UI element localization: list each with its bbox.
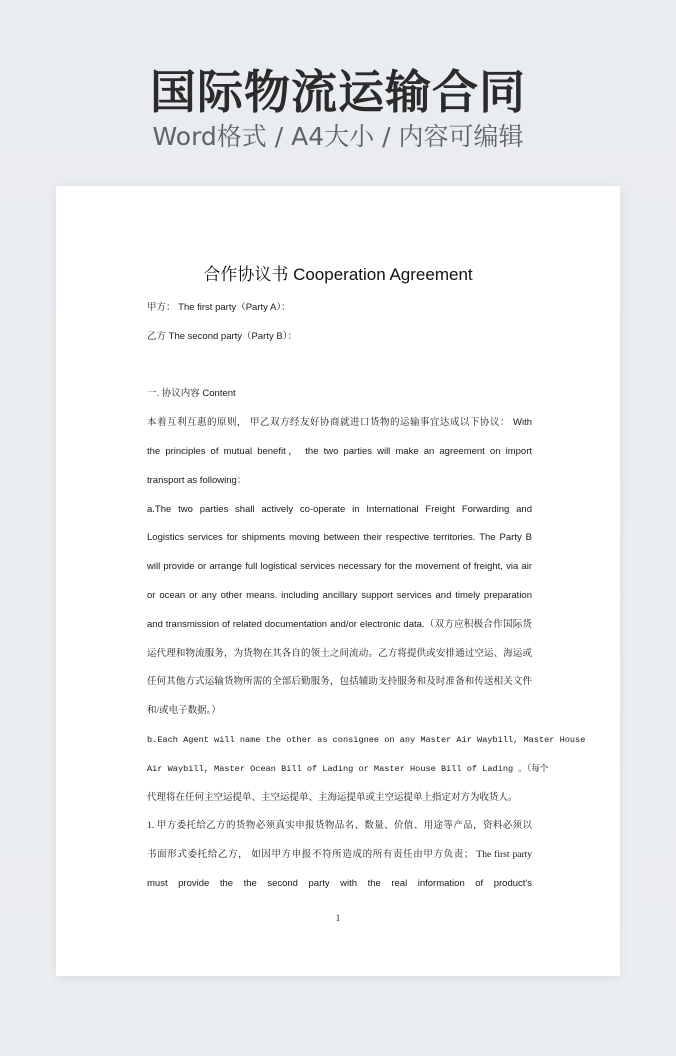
clause-b-line: 代理将在任何主空运提单、主空运提单、主海运提单或主空运提单上指定对方为收货人。 <box>147 792 518 803</box>
intro-line: transport as following： <box>147 474 247 486</box>
clause-a-line: or ocean or any other means. including ancillary support services and timely preparation <box>147 589 532 601</box>
clause-a-line: 运代理和物流服务，为货物在其各自的领土之间流动。乙方将提供或安排通过空运、海运或 <box>147 648 532 659</box>
party-a-line: 甲方： The first party（Party A）： <box>147 302 291 313</box>
blank-line <box>147 352 532 381</box>
clause-b-line: b.Each Agent will name the other as consignee on any Master Air Waybill, Master House <box>147 734 586 745</box>
document-title: 合作协议书 Cooperation Agreement <box>203 265 473 284</box>
clause-1-line: must provide the the second party with the real information of product's <box>147 877 532 889</box>
clause-a-line: 和/或电子数据。） <box>147 706 221 717</box>
clause-a-line: and transmission of related documentation and/or electronic data.（双方应积极合作国际货 <box>147 618 532 630</box>
document-page <box>56 186 620 976</box>
clause-a-line: will provide or arrange full logistical services necessary for the movement of freight, via air <box>147 561 532 573</box>
clause-1-line: 1. 甲方委托给乙方的货物必须真实申报货物品名、数量、价值、用途等产品，资料必须以 <box>147 821 532 832</box>
clause-a-line: 任何其他方式运输货物所需的全部后勤服务，包括辅助支持服务和及时准备和传送相关文件 <box>147 677 532 688</box>
page-number: 1 <box>335 913 341 923</box>
intro-line: 本着互利互惠的原则， 甲乙双方经友好协商就进口货物的运输事宜达成以下协议： With <box>147 417 532 429</box>
clause-a-line: a.The two parties shall actively co-operate in International Freight Forwarding and <box>147 503 532 515</box>
clause-a-line: Logistics services for shipments moving between their respective territories. The Party B <box>147 532 532 544</box>
clause-1-line: 书面形式委托给乙方， 如因甲方申报不符所造成的所有责任由甲方负责； The first party <box>147 850 532 861</box>
document-body <box>147 294 586 899</box>
party-b-line: 乙方 The second party（Party B）： <box>147 330 297 342</box>
intro-line: the principles of mutual benefit， the two parties will make an agreement on import <box>147 445 532 457</box>
section-heading: 一. 协议内容 Content <box>147 388 236 400</box>
banner-title: 国际物流运输合同 <box>150 65 526 119</box>
banner-subtitle: Word格式 / A4大小 / 内容可编辑 <box>152 122 524 151</box>
clause-b-line: Air Waybill, Master Ocean Bill of Lading or Master House Bill of Lading 。（每个 <box>147 763 549 774</box>
